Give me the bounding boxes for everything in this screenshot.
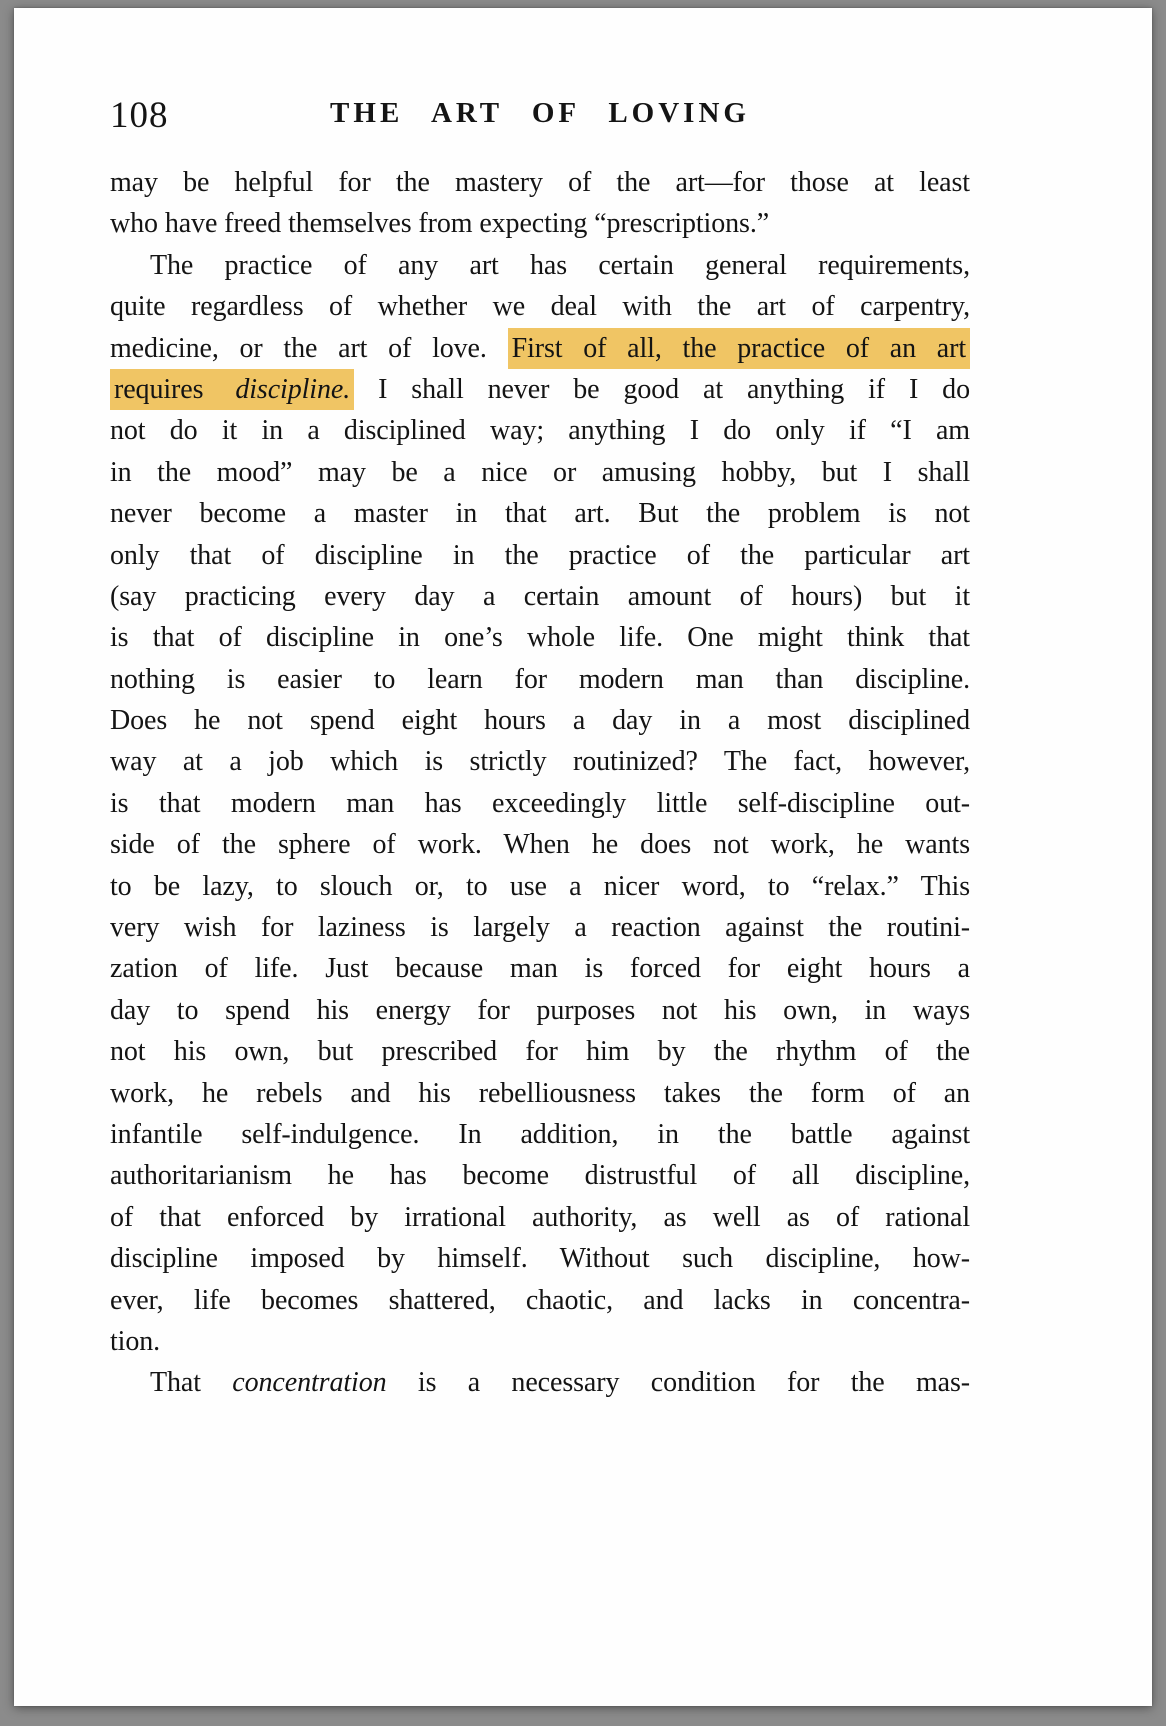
text-line — [110, 659, 970, 700]
text-segment: never become a master in that art. But the problem is not — [110, 498, 970, 530]
page-number: 108 — [110, 95, 169, 136]
text-line — [110, 866, 970, 907]
text-segment: may be helpful for the mastery of the art—for those at least — [110, 167, 970, 198]
text-segment: side of the sphere of work. When he does not work, he wants — [110, 829, 970, 861]
text-segment: nothing is easier to learn for modern man than discipline. — [110, 663, 970, 695]
text-line — [110, 1197, 970, 1238]
text-line — [110, 535, 970, 576]
text-segment: who have freed themselves from expecting “prescriptions.” — [110, 208, 770, 240]
text-line — [110, 1321, 970, 1362]
text-line — [110, 990, 970, 1031]
text-segment: tion. — [110, 1325, 161, 1357]
text-segment: Does he not spend eight hours a day in a most disciplined — [110, 705, 970, 737]
running-header-title: THE ART OF LOVING — [330, 97, 750, 129]
text-line — [110, 286, 970, 327]
text-line — [110, 783, 970, 824]
text-segment: to be lazy, to slouch or, to use a nicer word, to “relax.” This — [110, 870, 970, 902]
text-line — [110, 1362, 970, 1403]
text-segment: I shall never be good at anything if I do — [354, 373, 970, 405]
text-segment: very wish for laziness is largely a reaction against the routini- — [110, 912, 970, 944]
text-line — [110, 328, 970, 369]
text-line — [110, 410, 970, 451]
text-segment: day to spend his energy for purposes not his own, in ways — [110, 994, 970, 1026]
text-line — [110, 1155, 970, 1196]
page-content — [14, 8, 970, 1404]
text-segment: That — [150, 1367, 233, 1399]
text-line — [110, 824, 970, 865]
text-segment: way at a job which is strictly routinized? The fact, however, — [110, 746, 970, 778]
text-segment: is that of discipline in one’s whole life. One might think that — [110, 622, 970, 654]
text-segment: The practice of any art has certain general requirements, — [150, 249, 970, 281]
text-segment: zation of life. Just because man is forced for eight hours a — [110, 953, 970, 985]
text-segment: concentration — [232, 1367, 387, 1399]
text-segment: medicine, or the art of love. — [110, 332, 508, 364]
text-segment: quite regardless of whether we deal with the art of carpentry, — [110, 291, 970, 323]
text-segment: ever, life becomes shattered, chaotic, and lacks in concentra- — [110, 1284, 970, 1316]
text-line — [110, 452, 970, 493]
book-page — [14, 8, 1152, 1706]
page-header — [110, 94, 970, 142]
text-line — [110, 162, 970, 203]
text-segment: is a necessary condition for the mas- — [386, 1367, 970, 1399]
highlighted-text: discipline. — [231, 369, 354, 410]
text-line — [110, 741, 970, 782]
text-line — [110, 948, 970, 989]
text-segment: only that of discipline in the practice of the particular art — [110, 539, 970, 571]
text-segment: not do it in a disciplined way; anything I do only if “I am — [110, 415, 970, 447]
text-line — [110, 1073, 970, 1114]
highlighted-text: First of all, the practice of an art — [508, 328, 970, 369]
text-segment: in the mood” may be a nice or amusing hobby, but I shall — [110, 456, 970, 488]
text-line — [110, 245, 970, 286]
text-segment: work, he rebels and his rebelliousness takes the form of an — [110, 1077, 970, 1109]
text-line — [110, 203, 970, 244]
body-text — [110, 162, 970, 1404]
text-segment: is that modern man has exceedingly little self-discipline out- — [110, 787, 970, 819]
text-line — [110, 700, 970, 741]
text-segment: discipline imposed by himself. Without such discipline, how- — [110, 1243, 970, 1275]
text-segment: of that enforced by irrational authority, as well as of rational — [110, 1201, 970, 1233]
highlighted-text: requires — [110, 369, 231, 410]
text-segment: (say practicing every day a certain amount of hours) but it — [110, 580, 970, 612]
text-segment: infantile self-indulgence. In addition, in the battle against — [110, 1118, 970, 1150]
text-line — [110, 369, 970, 410]
text-line — [110, 1031, 970, 1072]
text-line — [110, 1238, 970, 1279]
text-line — [110, 907, 970, 948]
text-line — [110, 617, 970, 658]
text-line — [110, 1114, 970, 1155]
text-line — [110, 1280, 970, 1321]
text-segment: not his own, but prescribed for him by the rhythm of the — [110, 1036, 970, 1068]
text-segment: authoritarianism he has become distrustful of all discipline, — [110, 1160, 970, 1192]
text-line — [110, 576, 970, 617]
text-line — [110, 493, 970, 534]
